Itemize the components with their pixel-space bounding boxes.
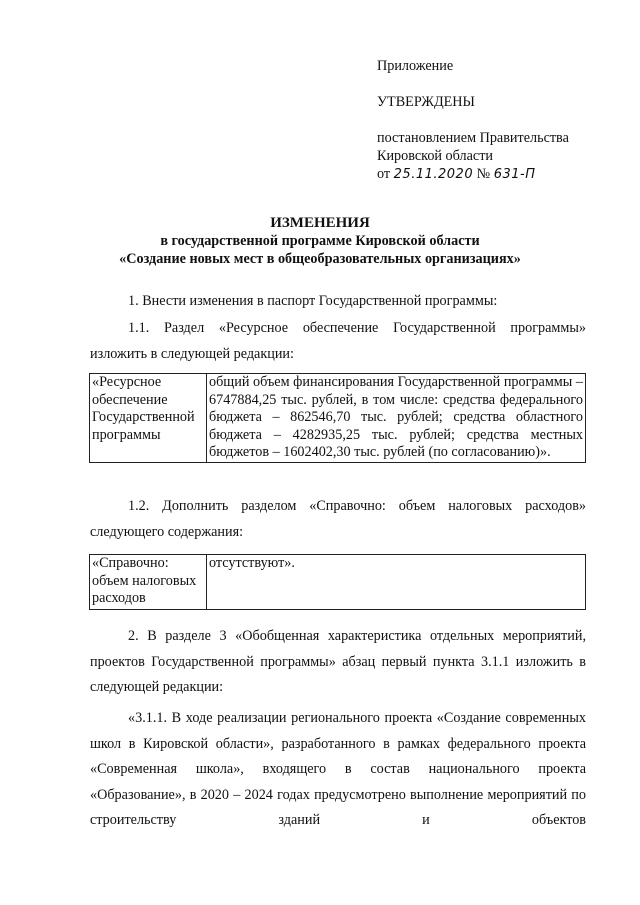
- title-line-3: «Создание новых мест в общеобразовательных организациях»: [119, 251, 521, 267]
- tax-table: [89, 554, 586, 610]
- region-line: Кировской области: [377, 148, 493, 164]
- tax-table-label: «Справочно: объем налоговых расходов: [90, 555, 207, 610]
- resource-table-label: «Ресурсное обеспечение Государственной программы: [90, 374, 207, 463]
- appendix-label: Приложение: [377, 58, 454, 74]
- approved-label: УТВЕРЖДЕНЫ: [377, 94, 475, 110]
- paragraph-3: «3.1.1. В ходе реализации регионального проекта «Создание современных школ в Кировской области», разработанного в рамках федерального проекта «Современная школа», входящего в состав национального проекта «Образование», в 2020 – 2024 годах предусмотрено выполнение мероприятий по строительству зданий и объектов: [90, 710, 586, 828]
- paragraph-1: 1. Внести изменения в паспорт Государственной программы:: [128, 293, 498, 309]
- handwritten-date: 25.11.2020: [393, 167, 474, 182]
- date-prefix: от: [377, 166, 391, 182]
- resource-table: [89, 373, 586, 463]
- number-sign: №: [476, 166, 491, 182]
- approval-block: [377, 57, 607, 184]
- title-line-1: ИЗМЕНЕНИЯ: [270, 215, 370, 231]
- paragraph-1-1: 1.1. Раздел «Ресурсное обеспечение Государственной программы» изложить в следующей редакции:: [90, 320, 586, 362]
- paragraph-1-2: 1.2. Дополнить разделом «Справочно: объем налоговых расходов» следующего содержания:: [90, 498, 586, 540]
- paragraph-2: 2. В разделе 3 «Обобщенная характеристика отдельных мероприятий, проектов Государственной программы» абзац первый пункта 3.1.1 изложить в следующей редакции:: [90, 628, 586, 695]
- title-line-2: в государственной программе Кировской области: [160, 233, 480, 249]
- decree-line: постановлением Правительства: [377, 130, 569, 146]
- handwritten-number: 631-П: [493, 167, 536, 182]
- tax-table-content: отсутствуют».: [207, 555, 586, 610]
- document-title: [0, 214, 640, 268]
- resource-table-content: общий объем финансирования Государственной программы – 6747884,25 тыс. рублей, в том числе: средства федерального бюджета – 862546,70 тыс. рублей; средства областного бюджета – 4282935,25 тыс. рублей; средства местных бюджетов – 1602402,30 тыс. рублей (по согласованию)».: [207, 374, 586, 463]
- decree-date-line: [377, 165, 607, 184]
